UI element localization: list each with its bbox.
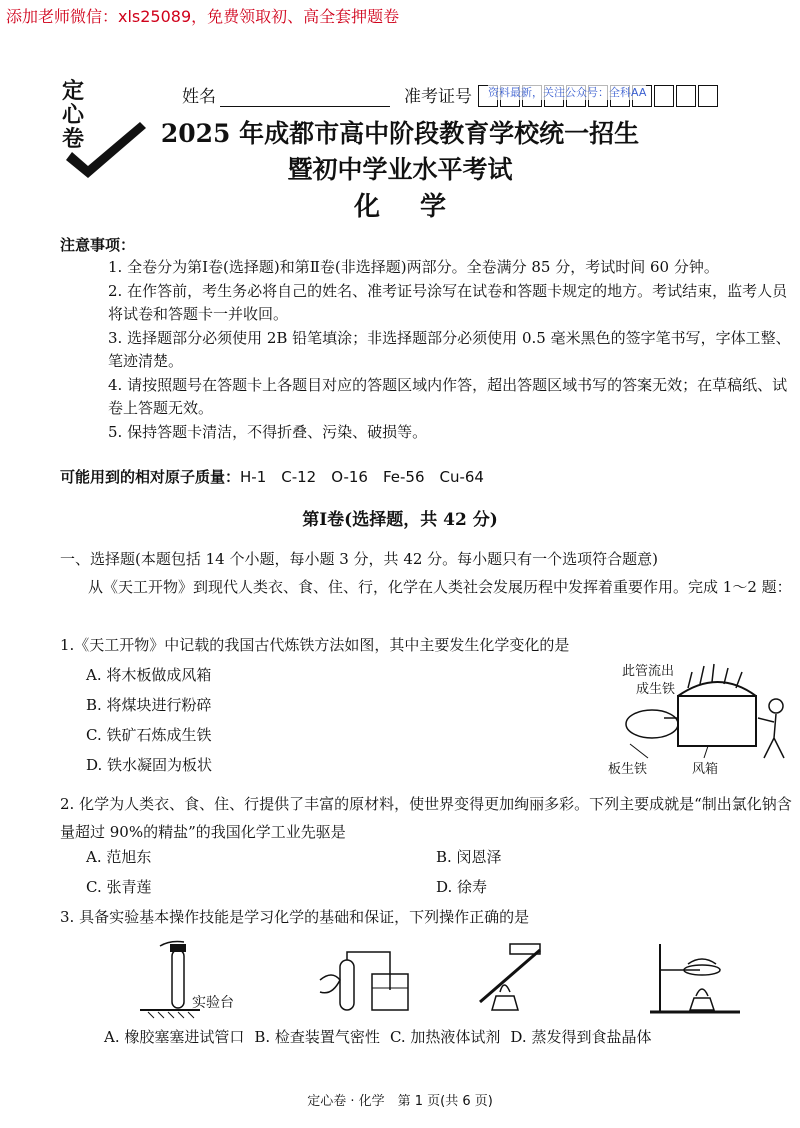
page-footer: 定心卷 · 化学 第 1 页(共 6 页): [307, 1094, 493, 1109]
iron-smelting-figure: [608, 658, 798, 778]
fig-label-pig-iron: 成生铁: [636, 682, 676, 697]
watermark-text: 添加老师微信：xls25089，免费领取初、高全套押题卷: [6, 7, 400, 26]
name-label: 姓名: [182, 87, 216, 107]
part1-heading: 一、选择题(本题包括 14 个小题，每小题 3 分，共 42 分。每小题只有一个选项符合题意): [60, 550, 659, 568]
q1-option-d[interactable]: D. 铁水凝固为板状: [86, 756, 213, 774]
shared-intro: 从《天工开物》到现代人类衣、食、住、行，化学在人类社会发展历程中发挥着重要作用。完成 1～2 题：: [88, 578, 792, 596]
q3-option-c[interactable]: C. 加热液体试剂: [389, 1028, 501, 1046]
q3-option-b[interactable]: B. 检查装置气密性: [254, 1028, 380, 1046]
question-1-options: [86, 664, 212, 784]
q2-option-c[interactable]: C. 张青莲: [86, 878, 152, 896]
fig-label-plate-iron: 板生铁: [608, 762, 648, 777]
q1-option-b[interactable]: B. 将煤块进行粉碎: [86, 696, 212, 714]
exam-title-line1: 2025 年成都市高中阶段教育学校统一招生: [160, 119, 640, 148]
notice-heading: 注意事项：: [60, 236, 136, 254]
q1-option-c[interactable]: C. 铁矿石炼成生铁: [86, 726, 212, 744]
notice-item: 5. 保持答题卡清洁，不得折叠、污染、破损等。: [108, 423, 428, 441]
subject-title: 化学: [353, 192, 486, 222]
notice-item: 1. 全卷分为第Ⅰ卷(选择题)和第Ⅱ卷(非选择题)两部分。全卷满分 85 分，考试时间 60 分钟。: [108, 258, 719, 276]
question-3-stem: 3. 具备实验基本操作技能是学习化学的基础和保证，下列操作正确的是: [60, 908, 530, 926]
fig-label-pipe: 此管流出: [622, 664, 675, 679]
logo-char-2: 心: [62, 102, 85, 128]
logo-char-3: 卷: [62, 126, 85, 152]
fig-label-lab-bench: 实验台: [192, 995, 234, 1011]
q3-option-a[interactable]: A. 橡胶塞塞进试管口: [104, 1028, 245, 1046]
notice-item: 2. 在作答前，考生务必将自己的姓名、准考证号涂写在试卷和答题卡规定的地方。考试结束，监考人员将试卷和答题卡一并收回。: [108, 282, 788, 323]
notice-item: 3. 选择题部分必须使用 2B 铅笔填涂；非选择题部分必须使用 0.5 毫米黑色的签字笔书写，字体工整、笔迹清楚。: [108, 329, 791, 370]
question-3-figures: [100, 940, 790, 1020]
question-1-stem: 1.《天工开物》中记载的我国古代炼铁方法如图，其中主要发生化学变化的是: [60, 636, 570, 654]
atomic-masses-values: H-1 C-12 O-16 Fe-56 Cu-64: [240, 468, 484, 486]
q2-option-b[interactable]: B. 闵恩泽: [436, 848, 502, 866]
q2-option-a[interactable]: A. 范旭东: [86, 848, 152, 866]
atomic-masses: [60, 466, 484, 487]
notice-item: 4. 请按照题号在答题卡上各题目对应的答题区域内作答，超出答题区域书写的答案无效；在草稿纸、试卷上答题无效。: [108, 376, 788, 417]
q2-option-d[interactable]: D. 徐寿: [436, 878, 488, 896]
logo-char-1: 定: [62, 78, 85, 104]
id-label: 准考证号: [404, 87, 472, 107]
q3-option-d[interactable]: D. 蒸发得到食盐晶体: [510, 1028, 652, 1046]
question-2-stem: 2. 化学为人类衣、食、住、行提供了丰富的原材料，使世界变得更加绚丽多彩。下列主要成就是“制出氯化钠含量超过 90%的精盐”的我国化学工业先驱是: [60, 795, 792, 841]
name-field[interactable]: [220, 88, 390, 107]
notice-list: [86, 256, 798, 444]
stamp-overlay: 资料最新，关注公众号：全科AA: [488, 86, 647, 99]
q1-option-a[interactable]: A. 将木板做成风箱: [86, 666, 212, 684]
atomic-masses-label: 可能用到的相对原子质量：: [60, 468, 241, 486]
question-3-options: [104, 1026, 651, 1047]
question-2-options: [86, 846, 786, 906]
fig-label-bellows: 风箱: [692, 762, 719, 777]
exam-title-line2: 暨初中学业水平考试: [287, 155, 513, 184]
section-title: 第Ⅰ卷(选择题，共 42 分): [302, 510, 498, 530]
